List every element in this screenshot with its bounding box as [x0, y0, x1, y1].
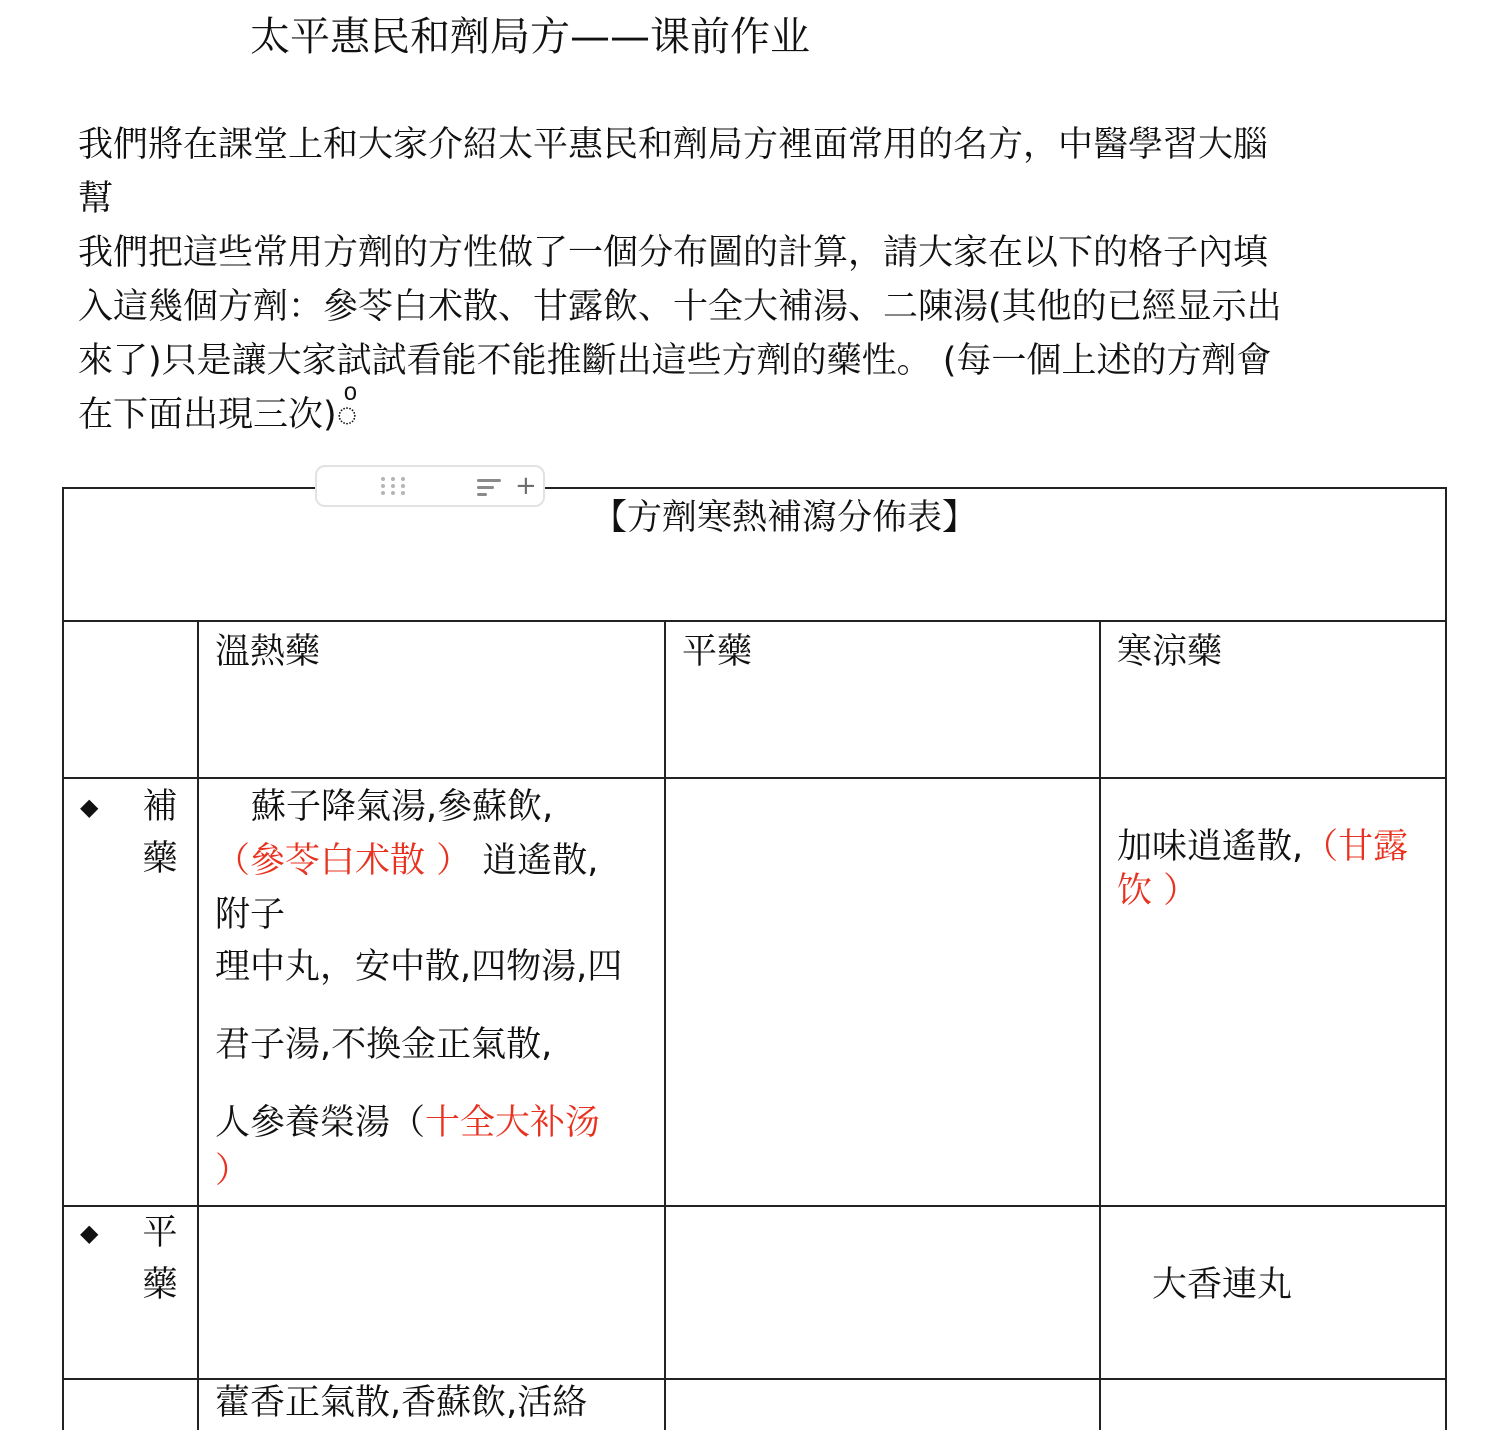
- row-divider: [64, 1205, 1445, 1207]
- intro-line: 在下面出現三次)◌ͦ: [78, 395, 358, 435]
- add-row-button[interactable]: +: [515, 471, 537, 501]
- bullet-diamond-icon: ◆: [80, 793, 99, 821]
- intro-paragraph: [78, 118, 1348, 442]
- cell-text: 人參養榮湯（: [215, 1103, 426, 1143]
- intro-line: 來了)只是讓大家試試看能不能推斷出這些方劑的藥性。 (每一個上述的方劑會: [78, 341, 1272, 381]
- header-warm: 溫熱藥: [215, 632, 321, 672]
- cell-text: 逍遙散,: [482, 841, 599, 881]
- cell-line: 附子: [215, 895, 286, 935]
- next-warm-cell: 藿香正氣散,香蘇飲,活絡: [215, 1383, 588, 1423]
- header-cold: 寒涼藥: [1117, 632, 1223, 672]
- neutral-cold-cell: 大香連丸: [1152, 1265, 1293, 1305]
- drag-grip-icon[interactable]: [381, 477, 411, 497]
- document-title: 太平惠民和劑局方——课前作业: [250, 14, 810, 60]
- bullet-diamond-icon: ◆: [80, 1219, 99, 1247]
- answer-text: （甘露: [1303, 827, 1409, 867]
- cell-line: [215, 1097, 600, 1149]
- answer-text: （參苓白术散 ）: [215, 841, 472, 881]
- cell-line: 君子湯,不換金正氣散,: [215, 1025, 553, 1065]
- intro-line: 我們將在課堂上和大家介紹太平惠民和劑局方裡面常用的名方，中醫學習大腦: [78, 125, 1269, 165]
- intro-line: 我們把這些常用方劑的方性做了一個分布圖的計算，請大家在以下的格子內填: [78, 233, 1269, 273]
- answer-text: 十全大补汤: [425, 1103, 601, 1143]
- row-label-char: 藥: [142, 839, 178, 879]
- row-label-char: 藥: [142, 1265, 178, 1305]
- table-toolbar[interactable]: [315, 465, 545, 507]
- row-label-char: 平: [142, 1213, 178, 1253]
- header-neutral: 平藥: [682, 632, 753, 672]
- sort-lines-icon[interactable]: [477, 477, 503, 497]
- answer-text: 饮 ）: [1117, 871, 1199, 911]
- row-label-char: 補: [142, 787, 178, 827]
- intro-line: 幫: [78, 179, 114, 219]
- row-label-tonic: [64, 781, 197, 1205]
- answer-text: ）: [215, 1151, 251, 1191]
- intro-line: 入這幾個方劑：參苓白术散、甘露飲、十全大補湯、二陳湯(其他的已經显示出: [78, 287, 1282, 327]
- cell-line: [215, 835, 598, 887]
- row-label-neutral: [64, 1207, 197, 1377]
- cell-line: 蘇子降氣湯,參蘇飲,: [251, 787, 554, 827]
- distribution-table: [62, 487, 1447, 1430]
- cell-text: 加味逍遙散,: [1117, 827, 1304, 867]
- cell-line: 理中丸，安中散,四物湯,四: [215, 947, 623, 987]
- table-caption: 【方劑寒熱補瀉分佈表】: [64, 489, 1445, 622]
